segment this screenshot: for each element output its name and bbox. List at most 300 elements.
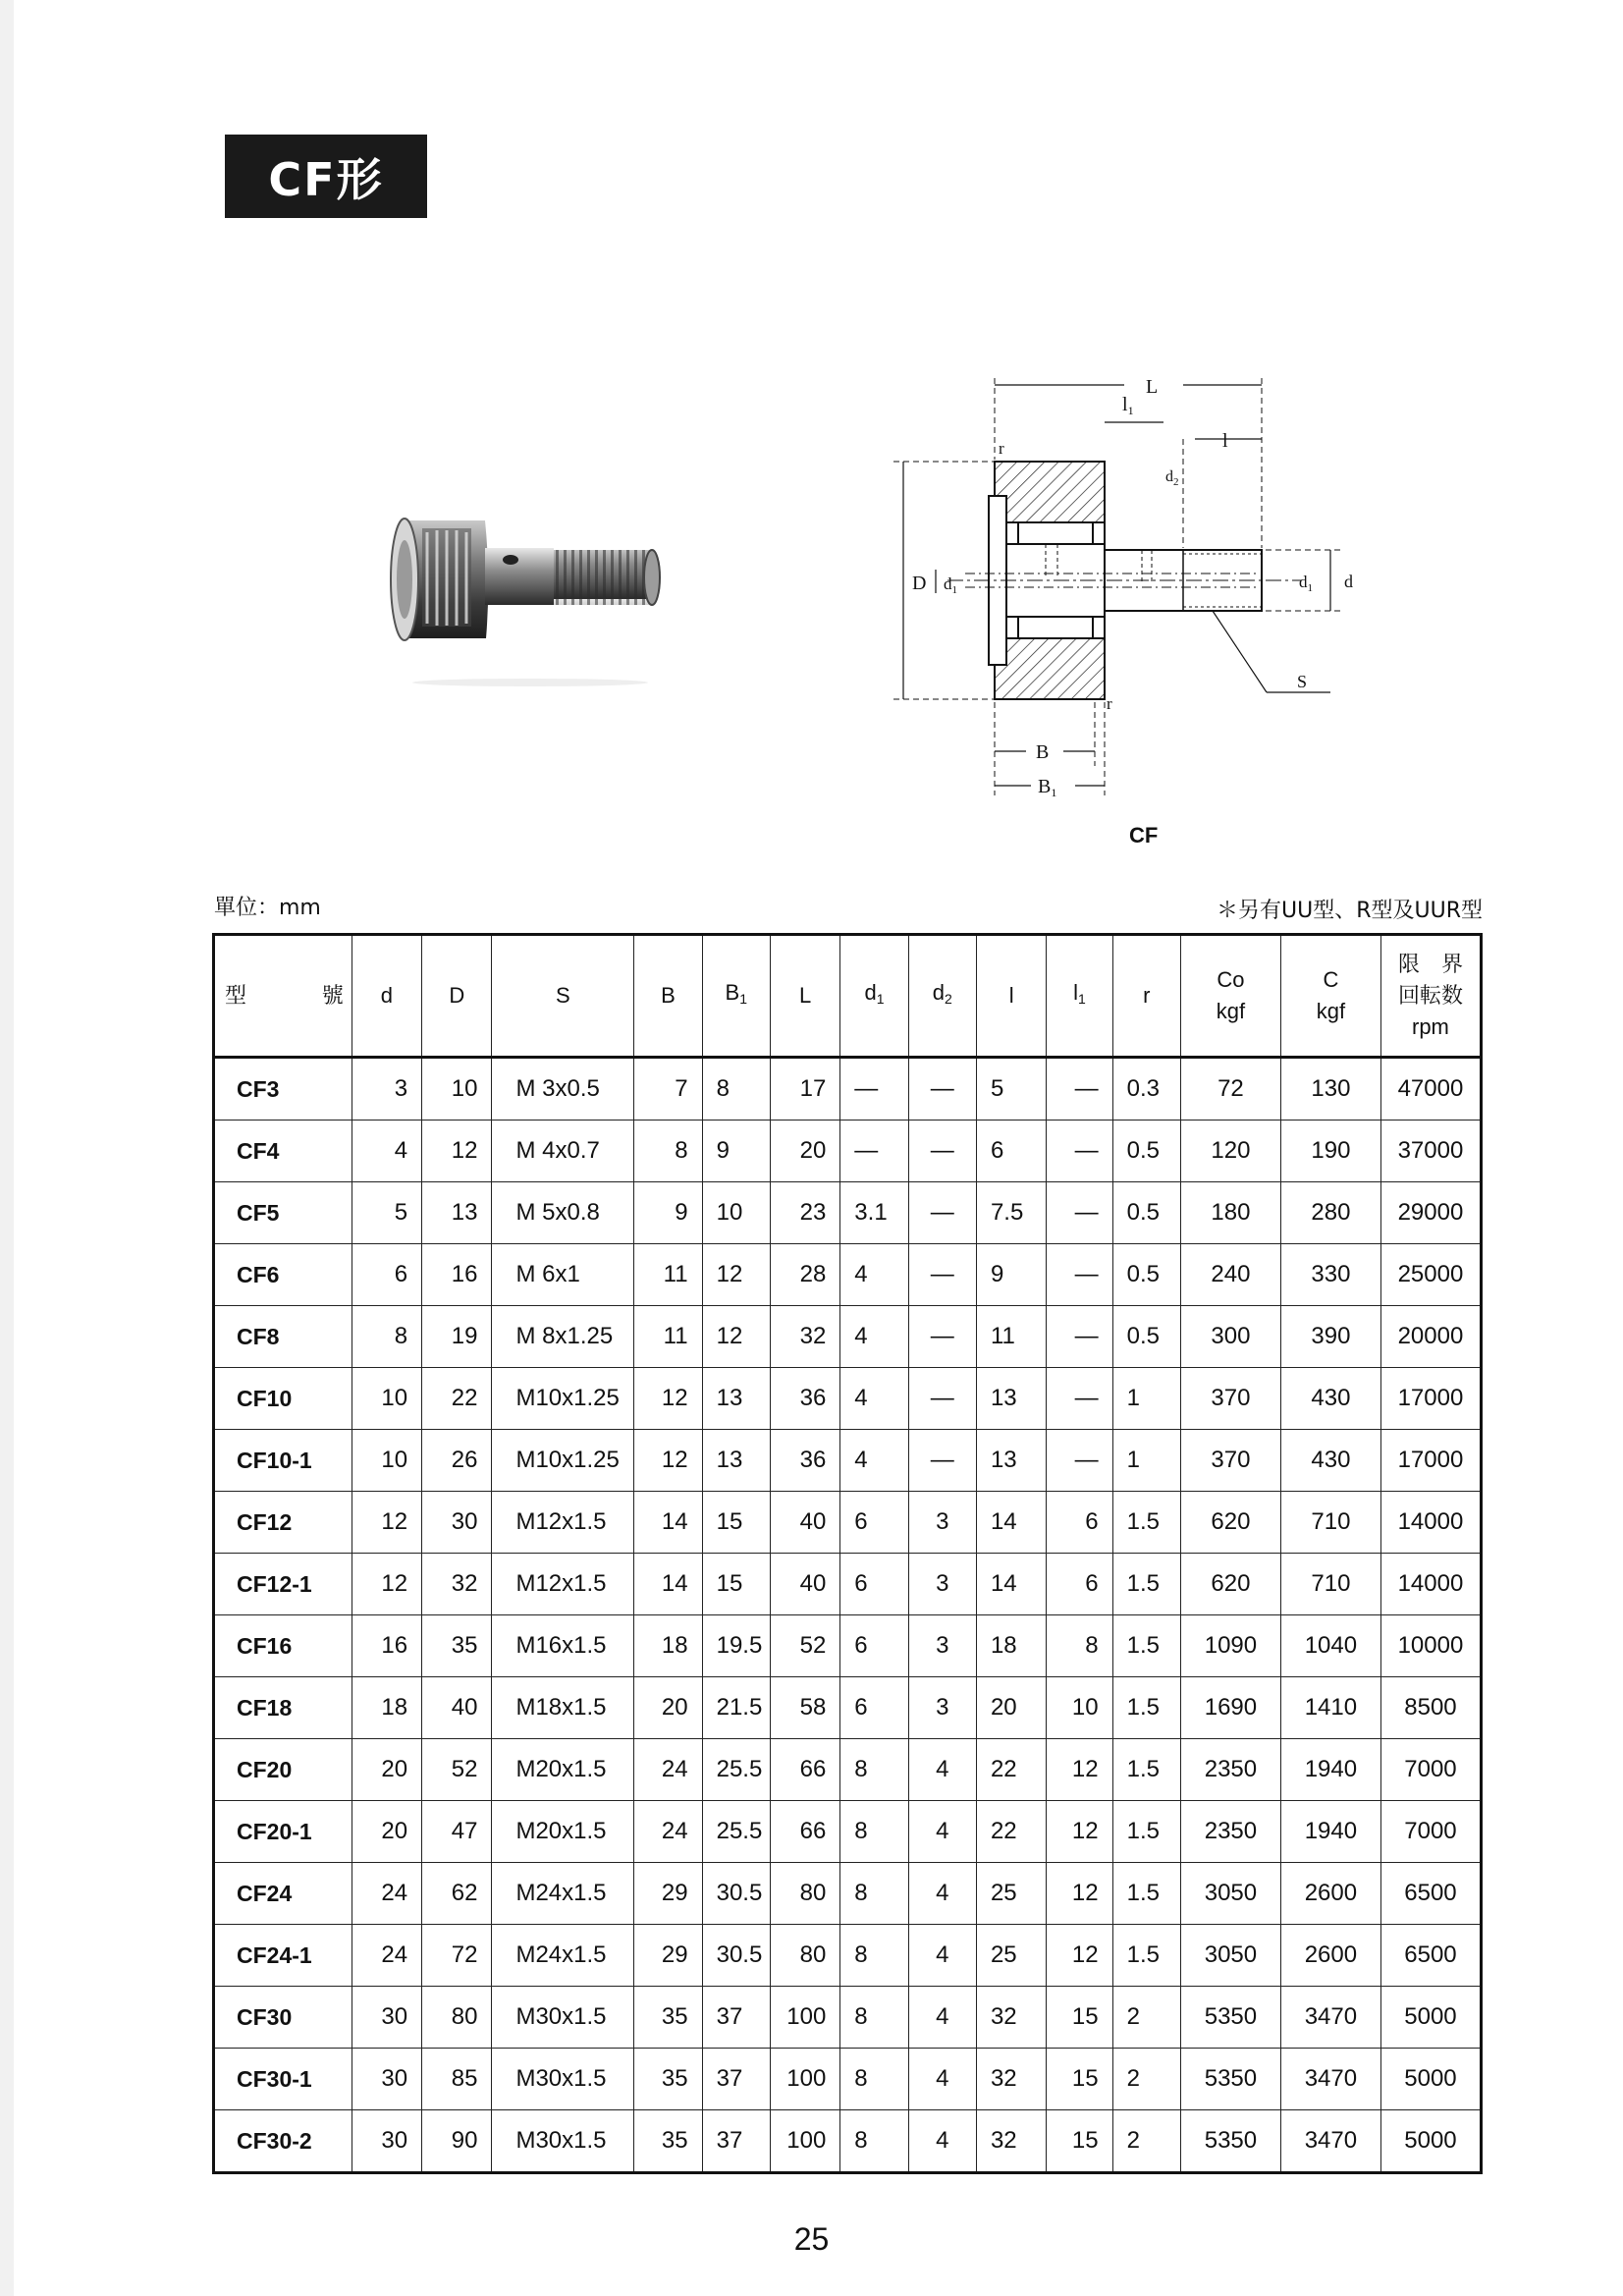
cell-l: 32 — [976, 2110, 1046, 2173]
cell-d2: 4 — [908, 1925, 976, 1987]
cell-C: 190 — [1280, 1121, 1380, 1182]
cell-B1: 15 — [702, 1492, 770, 1554]
cell-S: M12x1.5 — [492, 1554, 634, 1615]
cell-model: CF5 — [214, 1182, 352, 1244]
cell-Co: 5350 — [1180, 1987, 1280, 2049]
cell-B1: 37 — [702, 2049, 770, 2110]
cell-l1: — — [1047, 1244, 1112, 1306]
cell-d1: 8 — [840, 1925, 908, 1987]
cell-d2: — — [908, 1306, 976, 1368]
col-header-model: 型 號 — [214, 935, 352, 1058]
cell-speed: 7000 — [1380, 1801, 1481, 1863]
dim-label-S: S — [1297, 672, 1308, 691]
cell-model: CF16 — [214, 1615, 352, 1677]
variant-note: ＊另有UU型、R型及UUR型 — [1217, 899, 1483, 923]
cell-C: 2600 — [1280, 1863, 1380, 1925]
cell-L: 80 — [770, 1925, 839, 1987]
cell-r: 2 — [1112, 2049, 1180, 2110]
cell-l: 7.5 — [976, 1182, 1046, 1244]
cell-B: 14 — [634, 1554, 702, 1615]
cell-B1: 30.5 — [702, 1925, 770, 1987]
table-row — [214, 2049, 1482, 2110]
cell-S: M 3x0.5 — [492, 1058, 634, 1121]
cell-B: 9 — [634, 1182, 702, 1244]
cell-d1: 8 — [840, 2110, 908, 2173]
cell-d2: 4 — [908, 1739, 976, 1801]
cell-B1: 12 — [702, 1306, 770, 1368]
cell-d1: 8 — [840, 1801, 908, 1863]
section-title-text: CF形 — [268, 152, 384, 206]
table-row — [214, 1058, 1482, 1121]
cell-l: 14 — [976, 1554, 1046, 1615]
cell-B: 35 — [634, 2110, 702, 2173]
cell-l1: 12 — [1047, 1801, 1112, 1863]
cell-l: 18 — [976, 1615, 1046, 1677]
cell-l1: 10 — [1047, 1677, 1112, 1739]
col-header-l1: $l_1$ — [1047, 935, 1112, 1058]
cell-r: 2 — [1112, 2110, 1180, 2173]
cell-S: M 5x0.8 — [492, 1182, 634, 1244]
cell-S: M10x1.25 — [492, 1368, 634, 1430]
cell-l1: 12 — [1047, 1739, 1112, 1801]
cell-speed: 47000 — [1380, 1058, 1481, 1121]
cell-d: 20 — [352, 1801, 421, 1863]
cell-Co: 370 — [1180, 1430, 1280, 1492]
cell-B: 11 — [634, 1244, 702, 1306]
cell-model: CF12 — [214, 1492, 352, 1554]
cell-Co: 2350 — [1180, 1739, 1280, 1801]
cell-d2: — — [908, 1430, 976, 1492]
cell-model: CF20-1 — [214, 1801, 352, 1863]
cell-B: 35 — [634, 1987, 702, 2049]
table-row — [214, 1492, 1482, 1554]
table-row — [214, 1801, 1482, 1863]
cell-d1: 8 — [840, 1863, 908, 1925]
cell-d: 18 — [352, 1677, 421, 1739]
cell-l: 32 — [976, 2049, 1046, 2110]
cell-r: 2 — [1112, 1987, 1180, 2049]
table-row — [214, 1987, 1482, 2049]
cell-C: 430 — [1280, 1430, 1380, 1492]
cell-Co: 1090 — [1180, 1615, 1280, 1677]
cell-C: 3470 — [1280, 2049, 1380, 2110]
cell-Co: 370 — [1180, 1368, 1280, 1430]
cell-model: CF18 — [214, 1677, 352, 1739]
cell-D: 52 — [422, 1739, 492, 1801]
cell-d2: 3 — [908, 1677, 976, 1739]
cell-speed: 17000 — [1380, 1368, 1481, 1430]
cell-C: 710 — [1280, 1554, 1380, 1615]
col-header-d2: $d_2$ — [908, 935, 976, 1058]
cell-d2: — — [908, 1368, 976, 1430]
cell-L: 32 — [770, 1306, 839, 1368]
dim-label-l: l — [1222, 430, 1228, 452]
cell-B: 8 — [634, 1121, 702, 1182]
cam-follower-photo — [383, 481, 687, 687]
cell-l1: 6 — [1047, 1554, 1112, 1615]
cell-l1: 6 — [1047, 1492, 1112, 1554]
cell-d2: 4 — [908, 1987, 976, 2049]
cell-r: 1.5 — [1112, 1554, 1180, 1615]
cell-r: 1.5 — [1112, 1677, 1180, 1739]
cell-l: 22 — [976, 1739, 1046, 1801]
cell-B: 12 — [634, 1430, 702, 1492]
cell-B: 24 — [634, 1801, 702, 1863]
cell-l1: — — [1047, 1121, 1112, 1182]
cell-Co: 3050 — [1180, 1863, 1280, 1925]
cell-Co: 180 — [1180, 1182, 1280, 1244]
cell-C: 390 — [1280, 1306, 1380, 1368]
cell-D: 40 — [422, 1677, 492, 1739]
cell-d1: 4 — [840, 1244, 908, 1306]
cell-speed: 5000 — [1380, 1987, 1481, 2049]
cell-B1: 19.5 — [702, 1615, 770, 1677]
cell-B: 29 — [634, 1925, 702, 1987]
dim-label-d1-right: $d_1$ — [1299, 573, 1313, 594]
cell-d: 20 — [352, 1739, 421, 1801]
cell-d: 30 — [352, 2049, 421, 2110]
table-row — [214, 1615, 1482, 1677]
cell-L: 17 — [770, 1058, 839, 1121]
cell-B: 14 — [634, 1492, 702, 1554]
cell-L: 36 — [770, 1430, 839, 1492]
cell-d: 10 — [352, 1430, 421, 1492]
cell-l: 13 — [976, 1368, 1046, 1430]
cell-B: 11 — [634, 1306, 702, 1368]
cell-model: CF3 — [214, 1058, 352, 1121]
cell-d: 24 — [352, 1925, 421, 1987]
cell-Co: 2350 — [1180, 1801, 1280, 1863]
cell-C: 1940 — [1280, 1739, 1380, 1801]
cell-B1: 13 — [702, 1430, 770, 1492]
cell-S: M 8x1.25 — [492, 1306, 634, 1368]
cell-speed: 25000 — [1380, 1244, 1481, 1306]
cell-d: 30 — [352, 2110, 421, 2173]
cell-speed: 29000 — [1380, 1182, 1481, 1244]
cell-speed: 14000 — [1380, 1554, 1481, 1615]
cell-speed: 5000 — [1380, 2049, 1481, 2110]
cell-l1: — — [1047, 1368, 1112, 1430]
cell-d: 16 — [352, 1615, 421, 1677]
cell-S: M24x1.5 — [492, 1863, 634, 1925]
cell-L: 66 — [770, 1801, 839, 1863]
cell-D: 10 — [422, 1058, 492, 1121]
cell-D: 32 — [422, 1554, 492, 1615]
cell-l1: 15 — [1047, 2049, 1112, 2110]
cell-L: 52 — [770, 1615, 839, 1677]
table-row — [214, 2110, 1482, 2173]
cell-d1: 4 — [840, 1368, 908, 1430]
cell-L: 23 — [770, 1182, 839, 1244]
cell-d1: — — [840, 1058, 908, 1121]
cell-d2: — — [908, 1244, 976, 1306]
cell-l: 5 — [976, 1058, 1046, 1121]
cell-d: 5 — [352, 1182, 421, 1244]
cell-l: 22 — [976, 1801, 1046, 1863]
cell-D: 62 — [422, 1863, 492, 1925]
cell-C: 280 — [1280, 1182, 1380, 1244]
dim-label-r-top: r — [999, 439, 1004, 458]
cell-d: 10 — [352, 1368, 421, 1430]
cell-d1: 6 — [840, 1677, 908, 1739]
table-row — [214, 1677, 1482, 1739]
dim-label-d2: $d_2$ — [1165, 468, 1179, 488]
cell-Co: 72 — [1180, 1058, 1280, 1121]
cell-B1: 8 — [702, 1058, 770, 1121]
cell-L: 100 — [770, 2110, 839, 2173]
cell-D: 16 — [422, 1244, 492, 1306]
cell-d2: 3 — [908, 1554, 976, 1615]
cell-D: 35 — [422, 1615, 492, 1677]
cell-d1: 4 — [840, 1430, 908, 1492]
cell-C: 3470 — [1280, 2110, 1380, 2173]
col-header-d1: $d_1$ — [840, 935, 908, 1058]
cell-L: 36 — [770, 1368, 839, 1430]
dim-label-d: d — [1344, 572, 1353, 591]
col-header-L: L — [770, 935, 839, 1058]
table-row — [214, 1863, 1482, 1925]
cell-S: M20x1.5 — [492, 1739, 634, 1801]
table-row — [214, 1121, 1482, 1182]
cell-d2: 4 — [908, 2110, 976, 2173]
diagram-caption: CF — [1129, 823, 1159, 847]
cell-L: 40 — [770, 1554, 839, 1615]
dim-label-d1-left: $d_1$ — [944, 574, 957, 596]
cell-d: 12 — [352, 1492, 421, 1554]
cell-r: 0.5 — [1112, 1121, 1180, 1182]
cell-S: M30x1.5 — [492, 1987, 634, 2049]
cell-l: 25 — [976, 1863, 1046, 1925]
cell-D: 47 — [422, 1801, 492, 1863]
section-title — [225, 135, 427, 218]
cf-spec-table — [212, 933, 1483, 2174]
table-row — [214, 1925, 1482, 1987]
cell-d1: — — [840, 1121, 908, 1182]
cell-D: 80 — [422, 1987, 492, 2049]
cell-D: 85 — [422, 2049, 492, 2110]
cell-L: 100 — [770, 1987, 839, 2049]
cell-l: 32 — [976, 1987, 1046, 2049]
cell-S: M12x1.5 — [492, 1492, 634, 1554]
table-row — [214, 1182, 1482, 1244]
cell-d: 24 — [352, 1863, 421, 1925]
cell-B1: 15 — [702, 1554, 770, 1615]
cell-B1: 13 — [702, 1368, 770, 1430]
cell-S: M20x1.5 — [492, 1801, 634, 1863]
cell-d1: 6 — [840, 1615, 908, 1677]
cell-S: M24x1.5 — [492, 1925, 634, 1987]
cell-speed: 6500 — [1380, 1863, 1481, 1925]
cell-Co: 120 — [1180, 1121, 1280, 1182]
cell-d1: 8 — [840, 1739, 908, 1801]
cell-l1: 8 — [1047, 1615, 1112, 1677]
cell-Co: 3050 — [1180, 1925, 1280, 1987]
cell-D: 13 — [422, 1182, 492, 1244]
cell-d: 30 — [352, 1987, 421, 2049]
cell-d: 3 — [352, 1058, 421, 1121]
cell-r: 0.5 — [1112, 1244, 1180, 1306]
cell-speed: 5000 — [1380, 2110, 1481, 2173]
table-row — [214, 1306, 1482, 1368]
col-header-r: r — [1112, 935, 1180, 1058]
cell-speed: 8500 — [1380, 1677, 1481, 1739]
cell-l: 20 — [976, 1677, 1046, 1739]
cell-model: CF30 — [214, 1987, 352, 2049]
cell-model: CF24-1 — [214, 1925, 352, 1987]
cell-B1: 21.5 — [702, 1677, 770, 1739]
cell-l: 9 — [976, 1244, 1046, 1306]
cell-C: 130 — [1280, 1058, 1380, 1121]
cell-S: M 4x0.7 — [492, 1121, 634, 1182]
cell-r: 1.5 — [1112, 1863, 1180, 1925]
cell-l1: 12 — [1047, 1863, 1112, 1925]
cell-model: CF10 — [214, 1368, 352, 1430]
cell-d1: 3.1 — [840, 1182, 908, 1244]
table-row — [214, 1739, 1482, 1801]
cell-l: 14 — [976, 1492, 1046, 1554]
cell-r: 1.5 — [1112, 1801, 1180, 1863]
cell-B: 35 — [634, 2049, 702, 2110]
cell-d1: 8 — [840, 2049, 908, 2110]
cell-S: M10x1.25 — [492, 1430, 634, 1492]
cell-model: CF24 — [214, 1863, 352, 1925]
cell-B1: 37 — [702, 2110, 770, 2173]
cell-B1: 37 — [702, 1987, 770, 2049]
cell-B1: 30.5 — [702, 1863, 770, 1925]
cell-model: CF8 — [214, 1306, 352, 1368]
cell-B1: 10 — [702, 1182, 770, 1244]
cell-r: 1.5 — [1112, 1925, 1180, 1987]
dim-label-B1: $B_1$ — [1038, 776, 1057, 799]
cell-model: CF30-1 — [214, 2049, 352, 2110]
cell-l: 6 — [976, 1121, 1046, 1182]
cell-Co: 240 — [1180, 1244, 1280, 1306]
cell-d1: 4 — [840, 1306, 908, 1368]
dim-label-r-bottom: r — [1107, 694, 1112, 713]
cell-Co: 620 — [1180, 1492, 1280, 1554]
cell-L: 28 — [770, 1244, 839, 1306]
cell-r: 1.5 — [1112, 1615, 1180, 1677]
col-header-d: d — [352, 935, 421, 1058]
cell-d1: 6 — [840, 1492, 908, 1554]
cell-Co: 620 — [1180, 1554, 1280, 1615]
cell-speed: 6500 — [1380, 1925, 1481, 1987]
cell-model: CF12-1 — [214, 1554, 352, 1615]
dim-label-B: B — [1036, 741, 1050, 763]
table-header-row — [214, 935, 1482, 1058]
col-header-l: l — [976, 935, 1046, 1058]
cell-speed: 37000 — [1380, 1121, 1481, 1182]
cell-Co: 5350 — [1180, 2049, 1280, 2110]
cell-B: 24 — [634, 1739, 702, 1801]
cell-l1: 12 — [1047, 1925, 1112, 1987]
cell-l: 25 — [976, 1925, 1046, 1987]
cell-S: M18x1.5 — [492, 1677, 634, 1739]
cf-cross-section-drawing — [889, 354, 1438, 815]
dim-label-L: L — [1146, 376, 1159, 398]
col-header-D: D — [422, 935, 492, 1058]
cell-S: M 6x1 — [492, 1244, 634, 1306]
cell-l: 11 — [976, 1306, 1046, 1368]
cell-d2: — — [908, 1121, 976, 1182]
cell-B1: 25.5 — [702, 1739, 770, 1801]
col-header-B: B — [634, 935, 702, 1058]
cell-L: 66 — [770, 1739, 839, 1801]
col-header-C: C kgf — [1280, 935, 1380, 1058]
dim-label-l1: $l_1$ — [1122, 394, 1134, 417]
cell-B: 12 — [634, 1368, 702, 1430]
cell-d2: — — [908, 1058, 976, 1121]
cell-model: CF6 — [214, 1244, 352, 1306]
cell-D: 72 — [422, 1925, 492, 1987]
cell-model: CF20 — [214, 1739, 352, 1801]
cell-d2: 3 — [908, 1492, 976, 1554]
col-header-limit-speed: 限 界 回転数 rpm — [1380, 935, 1481, 1058]
cell-D: 22 — [422, 1368, 492, 1430]
cell-d1: 6 — [840, 1554, 908, 1615]
cell-l1: — — [1047, 1058, 1112, 1121]
cell-C: 1410 — [1280, 1677, 1380, 1739]
cell-l: 13 — [976, 1430, 1046, 1492]
cell-B: 7 — [634, 1058, 702, 1121]
cell-speed: 7000 — [1380, 1739, 1481, 1801]
cell-model: CF30-2 — [214, 2110, 352, 2173]
cell-B1: 9 — [702, 1121, 770, 1182]
page-number: 25 — [793, 2221, 830, 2257]
cell-Co: 5350 — [1180, 2110, 1280, 2173]
cell-Co: 300 — [1180, 1306, 1280, 1368]
cell-L: 20 — [770, 1121, 839, 1182]
cell-C: 330 — [1280, 1244, 1380, 1306]
cell-r: 1 — [1112, 1430, 1180, 1492]
cell-r: 0.5 — [1112, 1182, 1180, 1244]
cell-S: M30x1.5 — [492, 2110, 634, 2173]
cell-d2: 3 — [908, 1615, 976, 1677]
cell-d: 4 — [352, 1121, 421, 1182]
cell-speed: 17000 — [1380, 1430, 1481, 1492]
cell-d1: 8 — [840, 1987, 908, 2049]
table-row — [214, 1554, 1482, 1615]
unit-label: 單位：mm — [214, 896, 321, 920]
cell-C: 710 — [1280, 1492, 1380, 1554]
cell-B: 20 — [634, 1677, 702, 1739]
dim-label-D: D — [912, 573, 927, 594]
cell-S: M16x1.5 — [492, 1615, 634, 1677]
col-header-S: S — [492, 935, 634, 1058]
cell-C: 1040 — [1280, 1615, 1380, 1677]
cell-L: 100 — [770, 2049, 839, 2110]
cell-d: 6 — [352, 1244, 421, 1306]
cell-Co: 1690 — [1180, 1677, 1280, 1739]
cell-r: 0.3 — [1112, 1058, 1180, 1121]
cell-D: 12 — [422, 1121, 492, 1182]
table-row — [214, 1368, 1482, 1430]
cell-d2: — — [908, 1182, 976, 1244]
cell-r: 1 — [1112, 1368, 1180, 1430]
cell-C: 2600 — [1280, 1925, 1380, 1987]
cell-speed: 10000 — [1380, 1615, 1481, 1677]
cell-B1: 25.5 — [702, 1801, 770, 1863]
cell-d: 8 — [352, 1306, 421, 1368]
cell-speed: 20000 — [1380, 1306, 1481, 1368]
cell-B1: 12 — [702, 1244, 770, 1306]
cell-C: 3470 — [1280, 1987, 1380, 2049]
cell-r: 1.5 — [1112, 1492, 1180, 1554]
cell-model: CF10-1 — [214, 1430, 352, 1492]
cell-L: 58 — [770, 1677, 839, 1739]
cell-L: 80 — [770, 1863, 839, 1925]
cell-d2: 4 — [908, 1863, 976, 1925]
